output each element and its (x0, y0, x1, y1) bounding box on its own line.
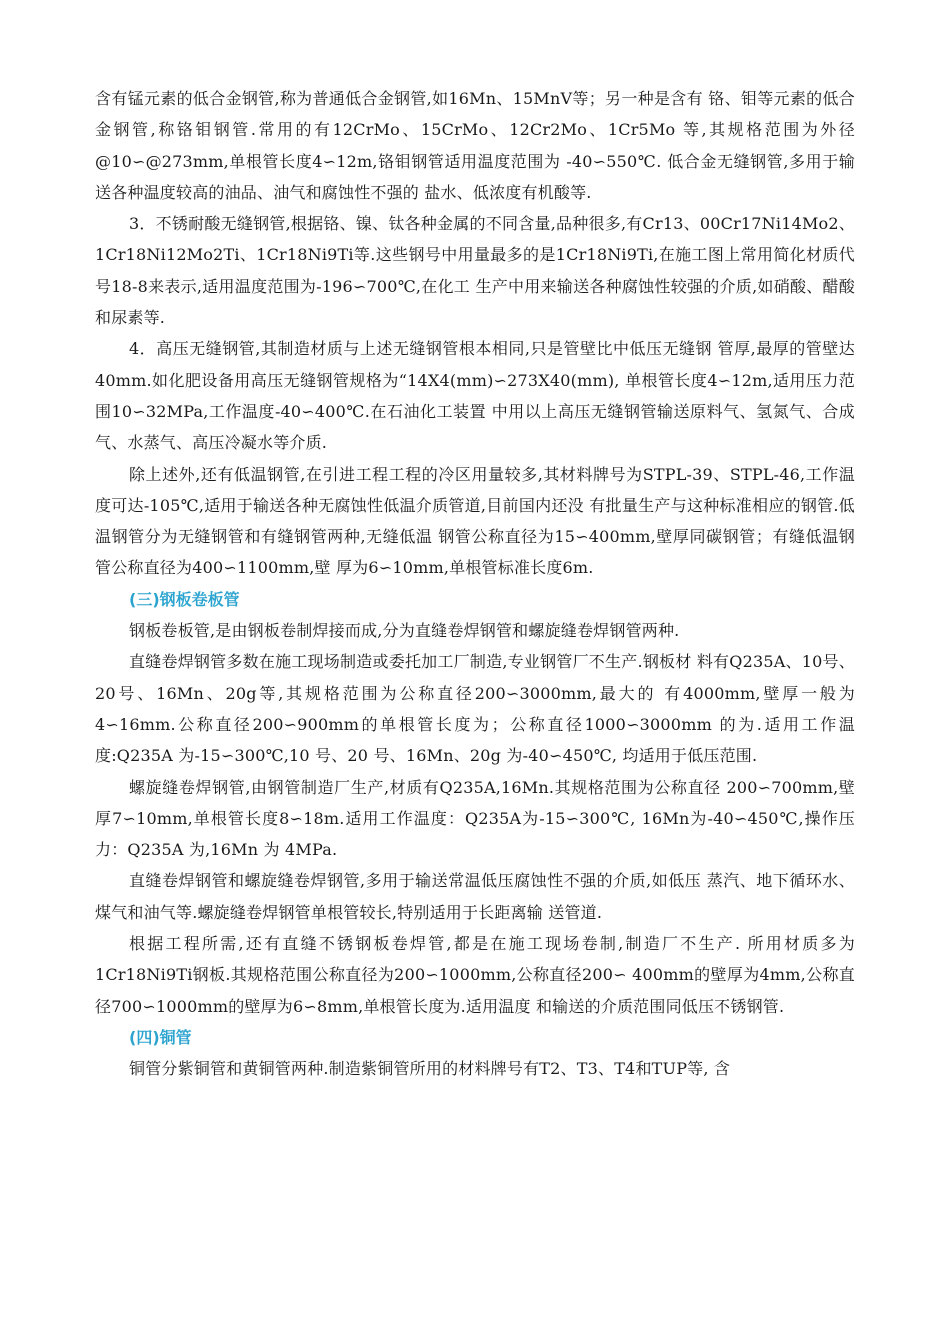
paragraph-stainless-rolled-pipe: 根据工程所需,还有直缝不锈钢板卷焊管,都是在施工现场卷制,制造厂不生产. 所用材质多为1Cr18Ni9Ti钢板.其规格范围公称直径为200∽1000mm,公称直径200∽ 400mm的壁厚为4mm,公称直径700∽1000mm的壁厚为6∽8mm,单根管长度为.适用温度 和输送的介质范围同低压不锈钢管. (95, 934, 855, 1016)
paragraph-high-pressure-seamless-pipe: 4．高压无缝钢管,其制造材质与上述无缝钢管根本相同,只是管壁比中低压无缝钢 管厚,最厚的管壁达40mm.如化肥设备用高压无缝钢管规格为“14X4(mm)∽273X40(mm), 单根管长度4∽12m,适用压力范围10∽32MPa,工作温度-40∽400℃.在石油化工装置 中用以上高压无缝钢管输送原料气、氢氮气、合成气、水蒸气、高压冷凝水等介质. (95, 339, 855, 453)
paragraph-rolled-pipe-intro: 钢板卷板管,是由钢板卷制焊接而成,分为直缝卷焊钢管和螺旋缝卷焊钢管两种. (129, 621, 680, 641)
paragraph-low-alloy-steel-pipe: 含有锰元素的低合金钢管,称为普通低合金钢管,如16Mn、15MnV等；另一种是含有 铬、钼等元素的低合金钢管,称铬钼钢管.常用的有12CrMo、15CrMo、12Cr2Mo、1Cr5Mo 等,其规格范围为外径@10∽@273mm,单根管长度4∽12m,铬钼钢管适用温度范围为 -40∽550℃. 低合金无缝钢管,多用于输送各种温度较高的油品、油气和腐蚀性不强的 盐水、低浓度有机酸等. (95, 89, 855, 202)
paragraph-low-temperature-pipe: 除上述外,还有低温钢管,在引进工程工程的冷区用量较多,其材料牌号为STPL-39、STPL-46,工作温度可达-105℃,适用于输送各种无腐蚀性低温介质管道,目前国内还没 有批量生产与这种标准相应的钢管.低温钢管分为无缝钢管和有缝钢管两种,无缝低温 钢管公称直径为15∽400mm,壁厚同碳钢管；有缝低温钢管公称直径为400∽1100mm,壁 厚为6∽10mm,单根管标准长度6m. (95, 464, 855, 578)
paragraph-spiral-seam-welded-pipe: 螺旋缝卷焊钢管,由钢管制造厂生产,材质有Q235A,16Mn.其规格范围为公称直径 200∽700mm,壁厚7∽10mm,单根管长度8∽18m.适用工作温度：Q235A为-15∽300℃, 16Mn为-40∽450℃,操作压力：Q235A 为,16Mn 为 4MPa. (95, 777, 855, 860)
section-heading-copper-pipe: (四)铜管 (129, 1027, 192, 1047)
paragraph-stainless-seamless-pipe: 3．不锈耐酸无缝钢管,根据铬、镍、钛各种金属的不同含量,品种很多,有Cr13、00Cr17Ni14Mo2、1Cr18Ni12Mo2Ti、1Cr18Ni9Ti等.这些钢号中用量最多的是1Cr18Ni9Ti,在施工图上常用简化材质代号18-8来表示,适用温度范围为-196∽700℃,在化工 生产中用来输送各种腐蚀性较强的介质,如硝酸、醋酸和尿素等. (95, 214, 855, 328)
paragraph-straight-seam-welded-pipe: 直缝卷焊钢管多数在施工现场制造或委托加工厂制造,专业钢管厂不生产.钢板材 料有Q235A、10号、20号、16Mn、20g等,其规格范围为公称直径200∽3000mm,最大的 有4000mm,壁厚一般为4∽16mm.公称直径200∽900mm的单根管长度为；公称直径1000∽3000mm 的为.适用工作温度:Q235A 为-15∽300℃,10 号、20 号、16Mn、20g 为-40∽450℃, 均适用于低压范围. (95, 652, 855, 766)
document-page (95, 83, 855, 1085)
section-heading-steel-plate-rolled-pipe: (三)钢板卷板管 (129, 589, 240, 609)
paragraph-welded-pipe-usage: 直缝卷焊钢管和螺旋缝卷焊钢管,多用于输送常温低压腐蚀性不强的介质,如低压 蒸汽、地下循环水、煤气和油气等.螺旋缝卷焊钢管单根管较长,特别适用于长距离输 送管道. (95, 871, 855, 922)
paragraph-copper-pipe-intro: 铜管分紫铜管和黄铜管两种.制造紫铜管所用的材料牌号有T2、T3、T4和TUP等, 含 (129, 1059, 731, 1079)
